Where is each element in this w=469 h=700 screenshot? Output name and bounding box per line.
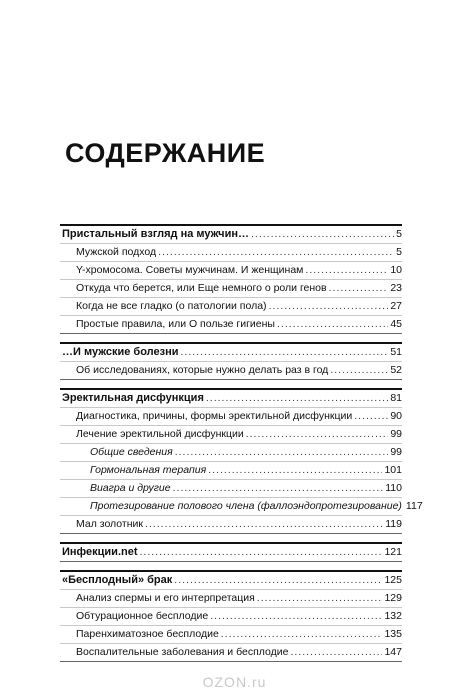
leader-dots	[354, 408, 388, 425]
leader-dots	[251, 226, 394, 243]
entry-page: 110	[385, 482, 402, 494]
toc-entry[interactable]	[60, 262, 402, 280]
leader-dots	[208, 462, 382, 479]
page-title: СОДЕРЖАНИЕ	[65, 138, 266, 168]
entry-page: 121	[384, 546, 402, 558]
toc-section	[60, 224, 402, 334]
toc-entry[interactable]	[60, 516, 402, 533]
entry-title: Y-хромосома. Советы мужчинам. И женщинам	[76, 264, 304, 276]
leader-dots	[277, 316, 388, 333]
leader-dots	[181, 344, 389, 361]
entry-title: …И мужские болезни	[62, 346, 179, 358]
toc-entry-chapter[interactable]	[60, 572, 402, 590]
entry-title: Лечение эректильной дисфункции	[76, 428, 244, 440]
leader-dots	[257, 590, 383, 607]
leader-dots	[210, 608, 382, 625]
toc-subentry[interactable]	[60, 462, 402, 480]
toc-entry[interactable]	[60, 590, 402, 608]
toc-entry-chapter[interactable]	[60, 226, 402, 244]
entry-page: 5	[396, 246, 402, 258]
entry-title: Протезирование полового члена (фаллоэндопротезирование)	[90, 500, 402, 512]
leader-dots	[269, 298, 389, 315]
entry-title: Виагра и другие	[90, 482, 171, 494]
leader-dots	[140, 544, 383, 561]
entry-page: 119	[385, 518, 402, 530]
leader-dots	[290, 644, 382, 661]
leader-dots	[174, 572, 382, 589]
toc-section	[60, 570, 402, 662]
toc-subentry[interactable]	[60, 444, 402, 462]
toc-entry[interactable]	[60, 408, 402, 426]
entry-page: 45	[390, 318, 402, 330]
toc-entry[interactable]	[60, 362, 402, 379]
table-of-contents	[60, 224, 423, 670]
entry-page: 99	[390, 446, 402, 458]
leader-dots	[158, 244, 394, 261]
leader-dots	[330, 362, 388, 379]
entry-title: Диагностика, причины, формы эректильной дисфункции	[76, 410, 353, 422]
entry-title: Паренхиматозное бесплодие	[76, 628, 219, 640]
leader-dots	[329, 280, 389, 297]
entry-title: Простые правила, или О пользе гигиены	[76, 318, 275, 330]
toc-section	[60, 542, 402, 562]
toc-subentry[interactable]	[60, 498, 423, 516]
leader-dots	[221, 626, 383, 643]
entry-page: 132	[384, 610, 402, 622]
entry-page: 52	[390, 364, 402, 376]
leader-dots	[206, 390, 388, 407]
toc-entry[interactable]	[60, 426, 402, 444]
leader-dots	[246, 426, 389, 443]
entry-page: 5	[396, 228, 402, 240]
entry-title: Гормональная терапия	[90, 464, 207, 476]
toc-entry-chapter[interactable]	[60, 390, 402, 408]
leader-dots	[305, 262, 388, 279]
ozon-watermark: OZON.ru	[202, 674, 267, 690]
toc-entry[interactable]	[60, 244, 402, 262]
entry-page: 81	[390, 392, 402, 404]
toc-entry[interactable]	[60, 626, 402, 644]
entry-page: 147	[384, 646, 402, 658]
entry-title: Эректильная дисфункция	[62, 392, 204, 404]
entry-title: Анализ спермы и его интерпретация	[76, 592, 255, 604]
toc-entry[interactable]	[60, 298, 402, 316]
entry-page: 23	[390, 282, 402, 294]
toc-section	[60, 388, 423, 534]
toc-entry-chapter[interactable]	[60, 344, 402, 362]
entry-title: Обтурационное бесплодие	[76, 610, 209, 622]
entry-title: Мужской подход	[76, 246, 157, 258]
toc-entry[interactable]	[60, 280, 402, 298]
entry-page: 51	[390, 346, 402, 358]
entry-title: Об исследованиях, которые нужно делать раз в год	[76, 364, 329, 376]
entry-page: 101	[384, 464, 402, 476]
entry-page: 27	[390, 300, 402, 312]
entry-title: Пристальный взгляд на мужчин…	[62, 228, 249, 240]
entry-page: 99	[390, 428, 402, 440]
entry-title: Воспалительные заболевания и бесплодие	[76, 646, 289, 658]
toc-entry[interactable]	[60, 316, 402, 333]
entry-page: 129	[384, 592, 402, 604]
entry-title: Откуда что берется, или Еще немного о роли генов	[76, 282, 327, 294]
toc-section	[60, 342, 402, 380]
toc-entry[interactable]	[60, 644, 402, 661]
entry-page: 117	[405, 500, 423, 512]
entry-title: Инфекции.net	[62, 546, 138, 558]
entry-page: 90	[390, 410, 402, 422]
entry-title: Мал золотник	[76, 518, 143, 530]
entry-title: «Бесплодный» брак	[62, 574, 173, 586]
leader-dots	[145, 516, 383, 533]
entry-title: Общие сведения	[90, 446, 173, 458]
entry-page: 10	[390, 264, 402, 276]
entry-page: 135	[384, 628, 402, 640]
leader-dots	[175, 444, 389, 461]
entry-title: Когда не все гладко (о патологии пола)	[76, 300, 267, 312]
entry-page: 125	[384, 574, 402, 586]
leader-dots	[173, 480, 384, 497]
toc-entry[interactable]	[60, 608, 402, 626]
toc-subentry[interactable]	[60, 480, 402, 498]
toc-entry-chapter[interactable]	[60, 544, 402, 561]
